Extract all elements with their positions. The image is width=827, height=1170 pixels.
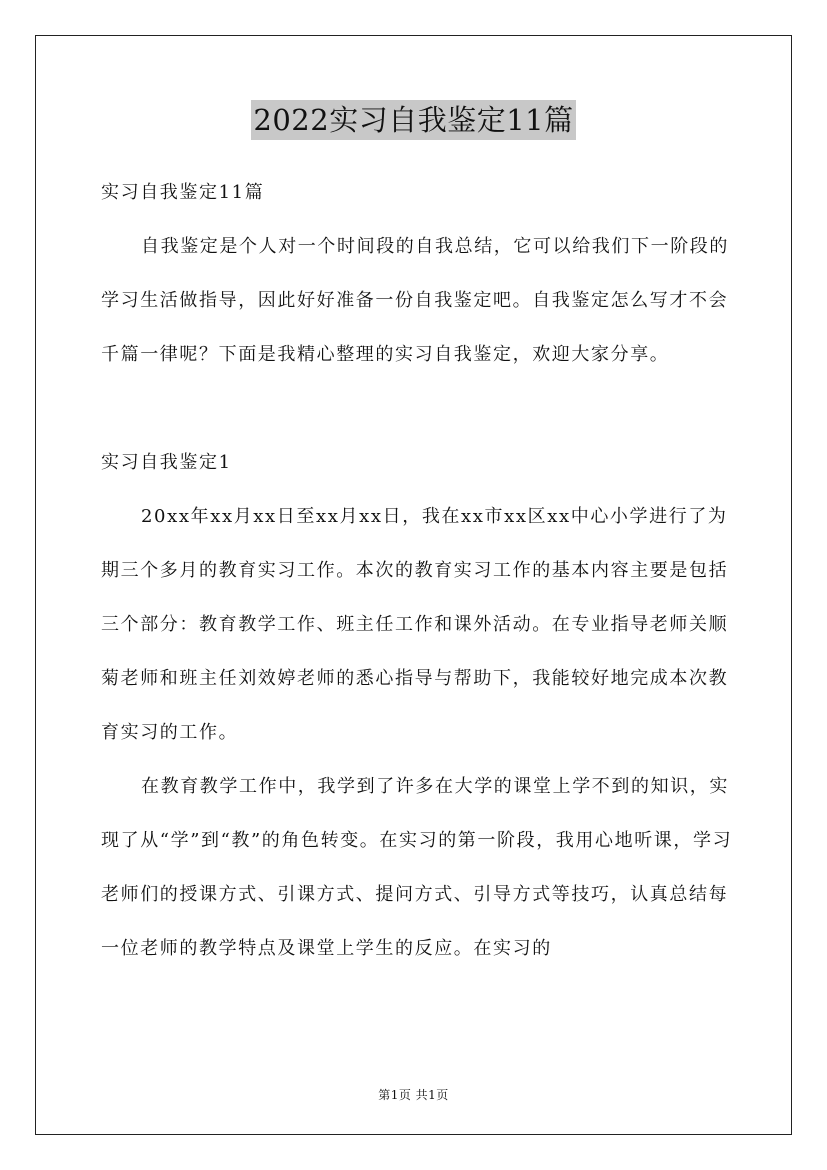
body-paragraph-2: 在教育教学工作中，我学到了许多在大学的课堂上学不到的知识，实现了从“学”到“教”的角色转变。在实习的第一阶段，我用心地听课，学习老师们的授课方式、引课方式、提问方式、引导方式等技巧，认真总结每一位老师的教学特点及课堂上学生的反应。在实习的 [101,776,733,959]
section-spacer [101,382,733,436]
body-paragraph-1: 20xx年xx月xx日至xx月xx日，我在xx市xx区xx中心小学进行了为期三个多月的教育实习工作。本次的教育实习工作的基本内容主要是包括三个部分：教育教学工作、班主任工作和课外活动。在专业指导老师关顺菊老师和班主任刘效婷老师的悉心指导与帮助下，我能较好地完成本次教育实习的工作。 [101,506,729,743]
document-body [101,166,733,976]
intro-paragraph: 自我鉴定是个人对一个时间段的自我总结，它可以给我们下一阶段的学习生活做指导，因此好好准备一份自我鉴定吧。自我鉴定怎么写才不会千篇一律呢？下面是我精心整理的实习自我鉴定，欢迎大家分享。 [101,236,729,365]
title-container [0,100,827,140]
page-footer: 第1页 共1页 [378,1088,449,1102]
section-heading: 实习自我鉴定1 [101,452,232,473]
subtitle: 实习自我鉴定11篇 [101,182,265,203]
document-title: 2022实习自我鉴定11篇 [251,100,575,140]
